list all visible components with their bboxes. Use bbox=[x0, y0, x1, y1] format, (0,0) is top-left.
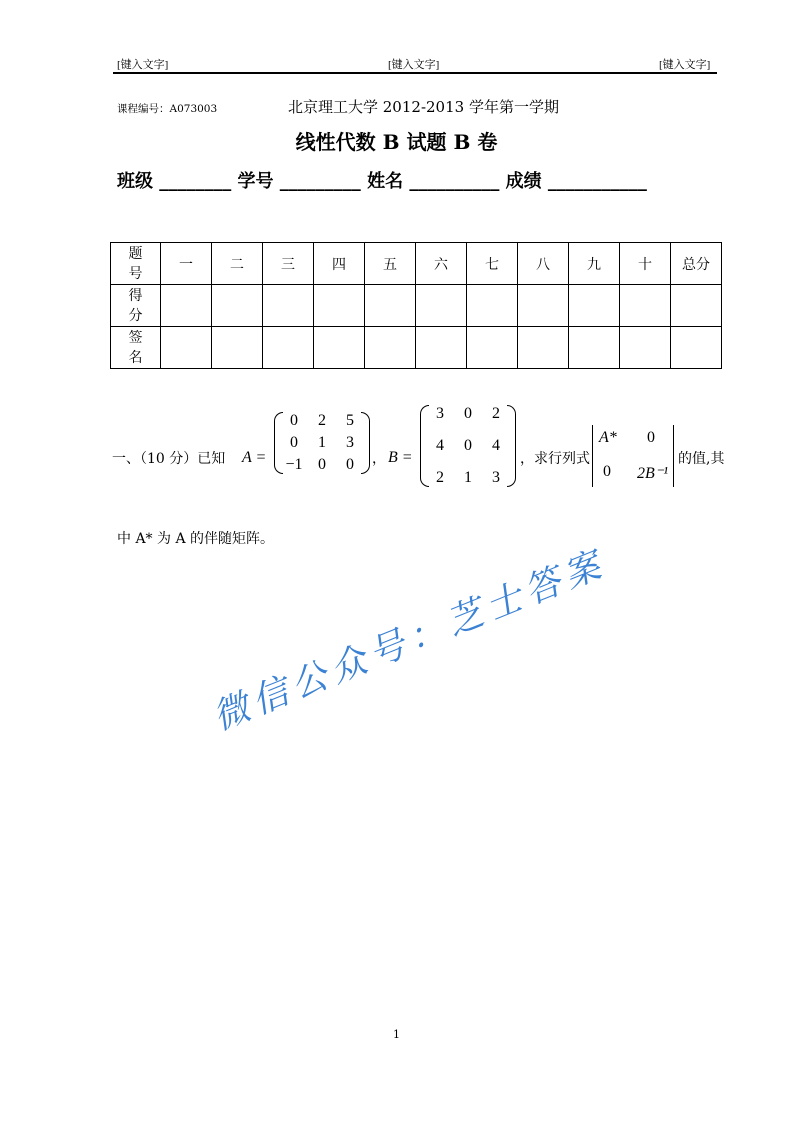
question-suffix: 的值,其 bbox=[678, 451, 725, 467]
header-cell: 三 bbox=[263, 243, 314, 285]
score-cell[interactable] bbox=[467, 327, 518, 369]
score-cell[interactable] bbox=[518, 327, 569, 369]
matrix-entry: 0 bbox=[318, 456, 326, 473]
matrix-entry: 0 bbox=[290, 412, 298, 429]
det-a22: 2B⁻¹ bbox=[637, 465, 669, 482]
header-cell bbox=[111, 243, 161, 285]
det-a11: A* bbox=[599, 429, 617, 446]
matrix-entry: 5 bbox=[346, 412, 354, 429]
score-cell[interactable] bbox=[314, 285, 365, 327]
score-cell[interactable] bbox=[671, 285, 722, 327]
row-label: 题号 bbox=[128, 245, 143, 282]
matrix-entry: 4 bbox=[492, 437, 500, 454]
score-cell[interactable] bbox=[314, 327, 365, 369]
score-cell[interactable] bbox=[620, 327, 671, 369]
row-header-cell bbox=[111, 285, 161, 327]
matrix-entry: 1 bbox=[464, 469, 472, 486]
watermark: 微信公众号：芝士答案 bbox=[207, 543, 612, 739]
score-cell[interactable] bbox=[161, 327, 212, 369]
matrix-entry: 0 bbox=[290, 434, 298, 451]
matrix-b-label: B = bbox=[388, 449, 413, 466]
matrix-entry: 4 bbox=[436, 437, 444, 454]
header-cell: 五 bbox=[365, 243, 416, 285]
exam-title: 线性代数 B 试题 B 卷 bbox=[295, 130, 498, 154]
table-row bbox=[111, 327, 722, 369]
course-code: 课程编号：A073003 bbox=[117, 103, 218, 115]
university-term: 北京理工大学 2012-2013 学年第一学期 bbox=[288, 98, 559, 116]
determinant bbox=[592, 425, 674, 487]
header-cell: 总分 bbox=[671, 243, 722, 285]
header-left: [键入文字] bbox=[117, 59, 169, 71]
matrix-entry: 1 bbox=[318, 434, 326, 451]
matrix-a bbox=[274, 412, 370, 474]
score-cell[interactable] bbox=[263, 285, 314, 327]
score-cell[interactable] bbox=[416, 285, 467, 327]
header-cell: 十 bbox=[620, 243, 671, 285]
matrix-entry: 0 bbox=[464, 405, 472, 422]
matrix-entry: 3 bbox=[436, 405, 444, 422]
question-prefix: 一、（10 分）已知 bbox=[112, 451, 226, 467]
question-mid: ，求行列式 bbox=[520, 451, 590, 467]
score-cell[interactable] bbox=[620, 285, 671, 327]
score-cell[interactable] bbox=[161, 285, 212, 327]
score-cell[interactable] bbox=[467, 285, 518, 327]
matrix-entry: 3 bbox=[346, 434, 354, 451]
det-a12: 0 bbox=[647, 429, 655, 446]
score-cell[interactable] bbox=[569, 285, 620, 327]
header-cell: 九 bbox=[569, 243, 620, 285]
matrix-entry: −1 bbox=[285, 456, 303, 473]
matrix-a-label: A = bbox=[242, 449, 267, 466]
separator: ， bbox=[372, 451, 386, 467]
matrix-entry: 3 bbox=[492, 469, 500, 486]
score-cell[interactable] bbox=[518, 285, 569, 327]
score-cell[interactable] bbox=[671, 327, 722, 369]
header-cell: 一 bbox=[161, 243, 212, 285]
matrix-entry: 0 bbox=[464, 437, 472, 454]
matrix-entry: 2 bbox=[318, 412, 326, 429]
table-row bbox=[111, 285, 722, 327]
score-cell[interactable] bbox=[569, 327, 620, 369]
header-cell: 二 bbox=[212, 243, 263, 285]
student-info-line: 班级 ________ 学号 _________ 姓名 __________ 成绩 ___________ bbox=[117, 171, 647, 192]
row-label: 签名 bbox=[128, 329, 143, 366]
score-cell[interactable] bbox=[365, 285, 416, 327]
header-rule bbox=[113, 72, 717, 74]
det-a21: 0 bbox=[603, 463, 611, 480]
matrix-entry: 2 bbox=[436, 469, 444, 486]
score-cell[interactable] bbox=[212, 285, 263, 327]
score-cell[interactable] bbox=[365, 327, 416, 369]
score-cell[interactable] bbox=[263, 327, 314, 369]
header-center: [键入文字] bbox=[388, 59, 440, 71]
page-number: 1 bbox=[393, 1028, 400, 1041]
header-cell: 八 bbox=[518, 243, 569, 285]
table-header-row bbox=[111, 243, 722, 285]
row-label: 得分 bbox=[128, 287, 143, 324]
matrix-b bbox=[420, 405, 516, 487]
header-cell: 六 bbox=[416, 243, 467, 285]
score-cell[interactable] bbox=[416, 327, 467, 369]
row-header-cell bbox=[111, 327, 161, 369]
header-cell: 四 bbox=[314, 243, 365, 285]
matrix-entry: 2 bbox=[492, 405, 500, 422]
score-cell[interactable] bbox=[212, 327, 263, 369]
header-cell: 七 bbox=[467, 243, 518, 285]
question-line2: 中 A* 为 A 的伴随矩阵。 bbox=[117, 531, 275, 547]
matrix-entry: 0 bbox=[346, 456, 354, 473]
score-table bbox=[110, 242, 722, 369]
header-right: [键入文字] bbox=[659, 59, 711, 71]
